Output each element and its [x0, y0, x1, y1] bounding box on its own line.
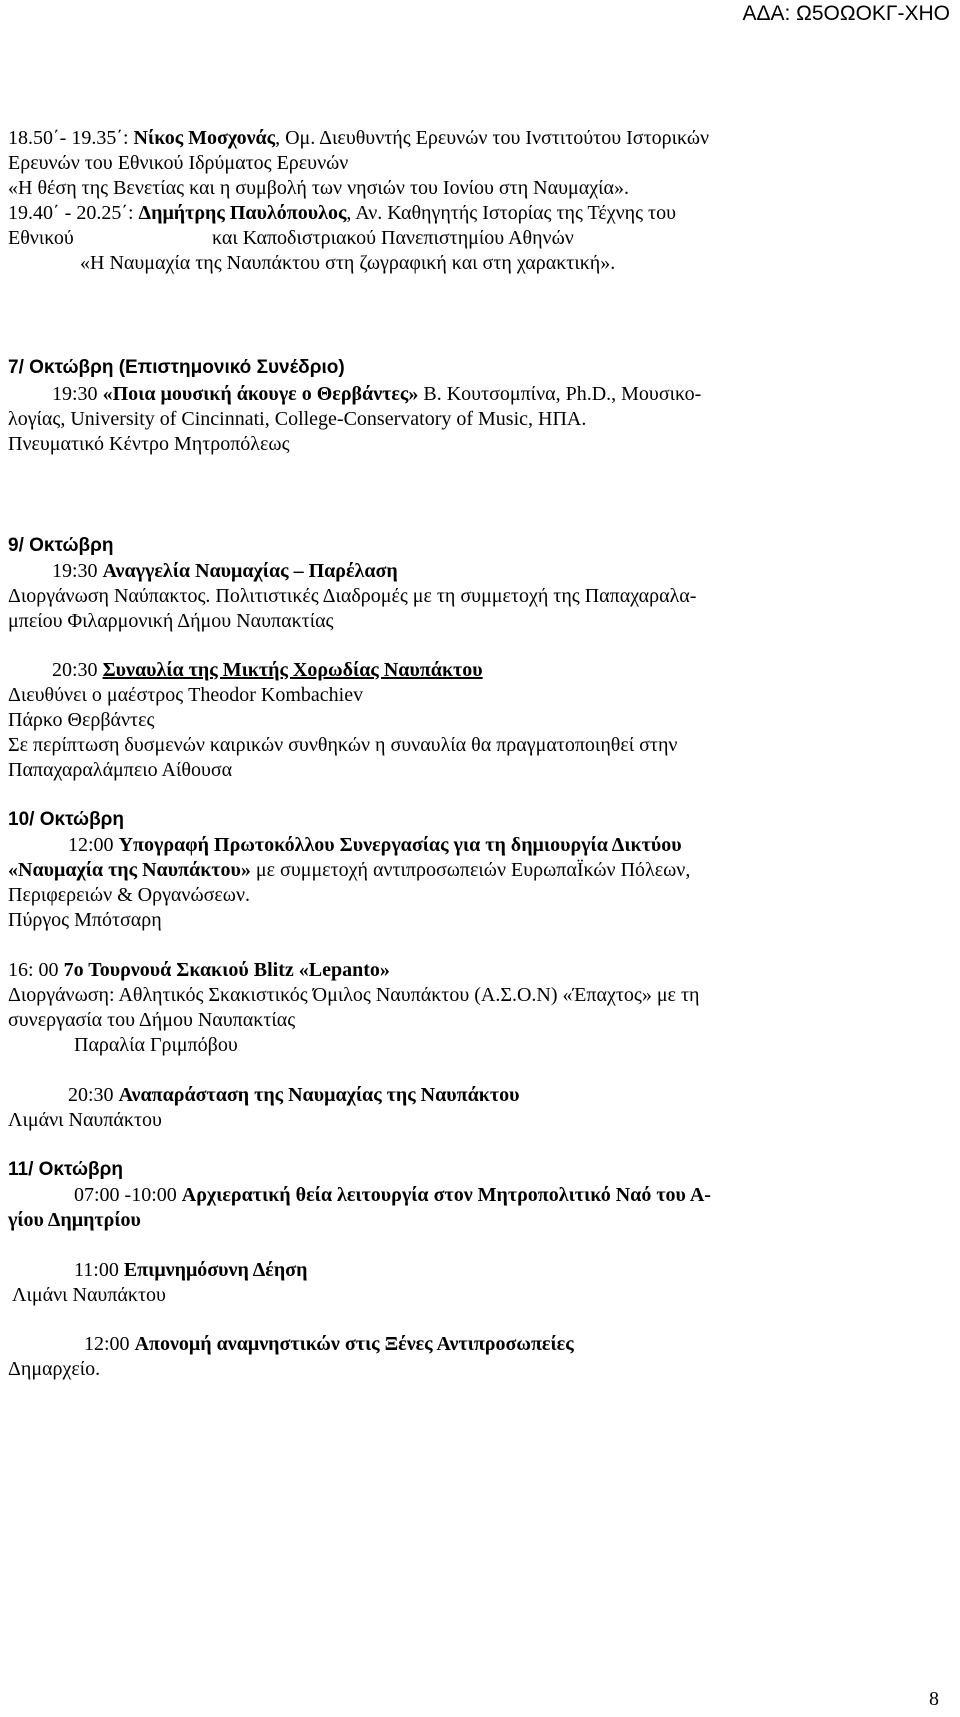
text-line: Διοργάνωση Ναύπακτος. Πολιτιστικές Διαδρομές με τη συμμετοχή της Παπαχαραλα-: [8, 585, 697, 607]
event-title: Επιμνημόσυνη Δέηση: [123, 1259, 308, 1281]
event-line: [52, 561, 398, 581]
event-time: 19:30: [52, 383, 103, 405]
text-line: Διευθύνει ο μαέστρος Theodor Kombachiev: [8, 684, 364, 706]
event-title: «Ναυμαχία της Ναυπάκτου»: [8, 859, 251, 881]
speaker-line-1: [8, 128, 709, 148]
speaker-affiliation: , Ομ. Διευθυντής Ερευνών του Ινστιτούτου Ιστορικών: [275, 127, 710, 149]
speaker-name: Δημήτρης Παυλόπουλος: [138, 202, 347, 224]
venue: Λιμάνι Ναυπάκτου: [8, 1109, 162, 1131]
text-line: Περιφερειών & Οργανώσεων.: [8, 884, 251, 906]
talk-title: «Η θέση της Βενετίας και η συμβολή των νησιών του Ιονίου στη Ναυμαχία».: [8, 177, 629, 199]
event-time: 20:30: [52, 659, 103, 681]
event-title: Αναπαράσταση της Ναυμαχίας της Ναυπάκτου: [118, 1084, 520, 1106]
venue: Λιμάνι Ναυπάκτου: [12, 1284, 166, 1306]
event-time: 20:30: [68, 1084, 119, 1106]
event-title: Υπογραφή Πρωτοκόλλου Συνεργασίας για τη δημιουργία Δικτύου: [118, 834, 682, 856]
section-heading: 10/ Οκτώβρη: [8, 809, 125, 830]
event-line: [84, 1334, 574, 1354]
event-time: 12:00: [68, 834, 119, 856]
venue: Πνευματικό Κέντρο Μητροπόλεως: [8, 433, 290, 455]
venue: Δημαρχείο.: [8, 1358, 101, 1380]
event-time: 11:00: [74, 1259, 124, 1281]
text-line: με συμμετοχή αντιπροσωπειών ΕυρωπαΪκών Πόλεων,: [250, 859, 691, 881]
event-line: [52, 660, 483, 680]
section-heading: 7/ Οκτώβρη (Επιστημονικό Συνέδριο): [8, 357, 345, 378]
event-time: 16: 00: [8, 959, 64, 981]
event-line: [8, 860, 690, 880]
event-line: [8, 960, 390, 980]
text-line: λογίας, University of Cincinnati, College-Conservatory of Music, ΗΠΑ.: [8, 408, 587, 430]
event-title: Συναυλία της Μικτής Χορωδίας Ναυπάκτου: [102, 659, 483, 681]
time-range: 18.50΄- 19.35΄:: [8, 127, 134, 149]
text-line: Διοργάνωση: Αθλητικός Σκακιστικός Όμιλος Ναυπάκτου (Α.Σ.Ο.Ν) «Έπαχτος» με τη: [8, 984, 700, 1006]
section-heading: 11/ Οκτώβρη: [8, 1159, 123, 1180]
event-time: 12:00: [84, 1333, 135, 1355]
speaker-affiliation: , Αν. Καθηγητής Ιστορίας της Τέχνης του: [346, 202, 676, 224]
talk-title: «Η Ναυμαχία της Ναυπάκτου στη ζωγραφική και στη χαρακτική».: [80, 252, 616, 274]
section-heading: 9/ Οκτώβρη: [8, 535, 114, 556]
event-speaker: Β. Κουτσομπίνα, Ph.D., Μουσικο-: [418, 383, 702, 405]
event-title: Απονομή αναμνηστικών στις Ξένες Αντιπροσωπείες: [134, 1333, 574, 1355]
venue: Πάρκο Θερβάντες: [8, 709, 155, 731]
event-title: 7ο Τουρνουά Σκακιού Blitz «Lepanto»: [63, 959, 390, 981]
event-line: [68, 835, 682, 855]
event-line: [68, 1085, 519, 1105]
venue: Πύργος Μπότσαρη: [8, 909, 162, 931]
time-range: 19.40΄ - 20.25΄:: [8, 202, 139, 224]
event-line: [74, 1260, 307, 1280]
text-line: και Καποδιστριακού Πανεπιστημίου Αθηνών: [212, 227, 574, 249]
event-line: [74, 1185, 711, 1205]
page-number: 8: [929, 1688, 939, 1710]
venue: Παραλία Γριμπόβου: [74, 1034, 238, 1056]
event-line: [52, 384, 701, 404]
event-title: Αρχιερατική θεία λειτουργία στον Μητροπολιτικό Ναό του Α-: [181, 1184, 711, 1206]
event-time: 19:30: [52, 560, 103, 582]
ada-code: ΑΔΑ: Ω5ΟΩΟΚΓ-ΧΗΟ: [742, 2, 950, 25]
speaker-name: Νίκος Μοσχονάς: [133, 127, 276, 149]
event-title: γίου Δημητρίου: [8, 1209, 141, 1231]
text-line: Ερευνών του Εθνικού Ιδρύματος Ερευνών: [8, 152, 349, 174]
event-time: 07:00 -10:00: [74, 1184, 182, 1206]
speaker-line-2: [8, 203, 676, 223]
event-title: «Ποια μουσική άκουγε ο Θερβάντες»: [102, 383, 419, 405]
text-line: μπείου Φιλαρμονική Δήμου Ναυπακτίας: [8, 610, 334, 632]
text-line: συνεργασία του Δήμου Ναυπακτίας: [8, 1009, 296, 1031]
text-line: Εθνικού: [8, 227, 74, 249]
venue: Παπαχαραλάμπειο Αίθουσα: [8, 759, 233, 781]
event-title: Αναγγελία Ναυμαχίας – Παρέλαση: [102, 560, 398, 582]
text-line: Σε περίπτωση δυσμενών καιρικών συνθηκών η συναυλία θα πραγματοποιηθεί στην: [8, 734, 678, 756]
